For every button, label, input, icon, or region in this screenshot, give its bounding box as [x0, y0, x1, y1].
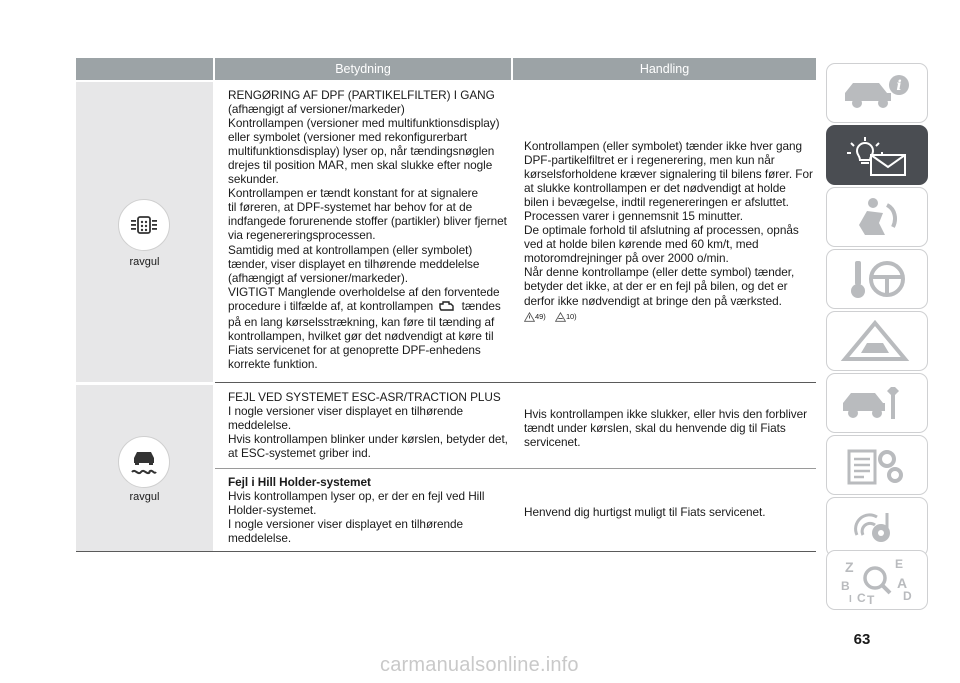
svg-text:B: B: [841, 579, 850, 593]
dpf-filter-icon: [118, 199, 170, 251]
icon-color-label: ravgul: [129, 491, 160, 503]
row-2a-action: Hvis kontrollampen ikke slukker, eller hvis den forbliver tændt under kørslen, skal du henvende dig til Fiats servicenet.: [524, 407, 808, 450]
car-maintenance-icon: [837, 381, 917, 425]
header-action: Handling: [513, 58, 816, 80]
svg-text:E: E: [895, 557, 904, 571]
tab-safety[interactable]: [826, 187, 928, 247]
page-number: 63: [853, 631, 871, 648]
svg-text:T: T: [867, 593, 875, 606]
row-2a-meaning: FEJL VED SYSTEMET ESC-ASR/TRACTION PLUS I nogle versioner viser displayet en tilhørende meddelelse. Hvis kontrollampen blinker under kørslen, betyder det, at ESC-systemet griber ind.: [228, 390, 508, 461]
row-2b-meaning: Fejl i Hill Holder-systemet Hvis kontrollampen lyser op, er der en fejl ved Hill Holder-systemet. I nogle versioner viser displayet en tilhørende meddelelse.: [228, 475, 485, 546]
svg-text:A: A: [897, 575, 908, 591]
tab-car-info[interactable]: [826, 63, 928, 123]
tab-technical-data[interactable]: [826, 435, 928, 495]
tab-index[interactable]: [826, 550, 928, 610]
row-1-meaning: RENGØRING AF DPF (PARTIKELFILTER) I GANG (afhængigt af versioner/markeder) Kontrollampen (versioner med multifunktionsdisplay) eller symbolet (versioner med rekonfigurerbart multifunktionsdisplay) lyser op, når tændingsnøglen drejes til position MAR, men skal slukke efter nogle sekunder. Kontrollampen er tændt konstant for at signalere til føreren, at DPF-systemet har behov for at de indfangede forurenende stoffer (partikler) bliver fjernet via regenereringsprocessen. Samtidig med at kontrollampen (eller symbolet) tænder, viser displayet en tilhørende meddelelse (afhængigt af versioner/markeder). VIGTIGT Manglende overholdelse af den forventede procedure i tilfælde af, at kontrollampen tændes på en lang kørselsstrækning, kan føre til tænding af kontrollampen, hvilket gør det nødvendigt at køre til Fiats servicenet for at genoprette DPF-enhedens korrekte funktion.: [228, 88, 507, 371]
svg-text:D: D: [903, 589, 912, 603]
esc-skid-icon: [118, 436, 170, 488]
warning-lights-message-icon: [837, 133, 917, 177]
tab-warning-lights[interactable]: [826, 125, 928, 185]
engine-warning-inline-icon: [438, 300, 456, 315]
row-2b-action: Henvend dig hurtigst muligt til Fiats servicenet.: [524, 505, 766, 519]
index-search-icon: [837, 554, 917, 606]
svg-text:Z: Z: [845, 559, 854, 575]
header-icon-column: [76, 58, 213, 80]
car-info-icon: [837, 71, 917, 115]
table-bottom-rule: [76, 551, 816, 552]
tab-multimedia[interactable]: [826, 497, 928, 557]
row-separator: [215, 382, 816, 383]
tab-starting-driving[interactable]: [826, 249, 928, 309]
watermark: carmanualsonline.info: [380, 654, 579, 676]
roadside-emergency-icon: [837, 319, 917, 363]
svg-text:i: i: [896, 78, 902, 94]
caution-ref-10[interactable]: 10): [555, 310, 577, 324]
technical-data-icon: [837, 443, 917, 487]
warning-ref-49[interactable]: 49): [524, 310, 546, 324]
key-steering-wheel-icon: [837, 257, 917, 301]
icon-color-label: ravgul: [129, 256, 160, 268]
warning-triangle-icon: [524, 312, 535, 322]
row-1-action: Kontrollampen (eller symbolet) tænder ikke hver gang DPF-partikelfiltret er i regenerering, men kun når kørselsforholdene kræver signalering til bilens fører. For at slukke kontrollampen er det nødvendigt at holde bilen i bevægelse, indtil regenereringen er afsluttet. Processen varer i gennemsnit 15 minutter. De optimale forhold til afslutning af processen, opnås ved at holde bilen kørende med 60 km/t, med motoromdrejninger på over 2000 o/min. Når denne kontrollampe (eller dette symbol) tænder, betyder det ikke, at der er en fejl på bilen, og det er derfor ikke nødvendigt at bringe den på værksted. 49) 10): [524, 139, 813, 325]
tab-maintenance[interactable]: [826, 373, 928, 433]
caution-triangle-icon: [555, 312, 566, 322]
multimedia-icon: [837, 505, 917, 549]
subrow-separator: [215, 468, 816, 469]
seatbelt-airbag-icon: [837, 195, 917, 239]
tab-emergency[interactable]: [826, 311, 928, 371]
svg-text:I: I: [849, 594, 852, 605]
svg-text:C: C: [857, 591, 866, 605]
header-meaning: Betydning: [215, 58, 511, 80]
